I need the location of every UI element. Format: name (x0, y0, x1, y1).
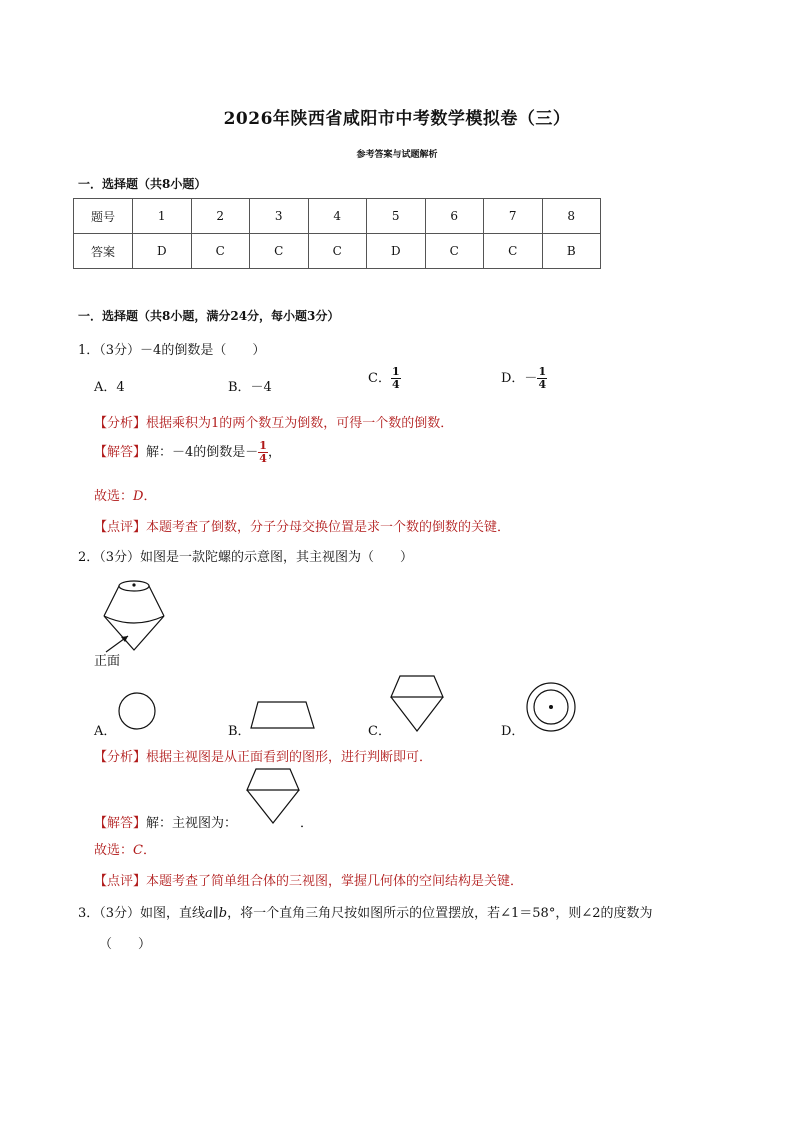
table-cell: 8 (542, 199, 601, 234)
table-cell: B (542, 234, 601, 269)
q2-solution-end: ． (300, 816, 314, 831)
table-cell: C (308, 234, 367, 269)
q1-option-c-prefix: C． (368, 371, 391, 386)
table-row (74, 199, 601, 234)
solution-text: 解：－4的倒数是－ (146, 445, 259, 460)
fraction (537, 366, 547, 391)
solution-tag: 【解答】 (94, 445, 147, 460)
table-cell: 7 (484, 199, 543, 234)
fraction-numerator: 1 (391, 365, 400, 378)
q2-comment (94, 870, 523, 889)
choice-label: 故选： (94, 843, 134, 858)
q2-option-a: A． (94, 724, 117, 739)
table-cell: D (367, 234, 426, 269)
table-cell: 4 (308, 199, 367, 234)
comment-text: 本题考查了倒数，分子分母交换位置是求一个数的倒数的关键． (146, 520, 511, 535)
q2-solution (94, 812, 237, 831)
trapezoid-view-icon (250, 700, 320, 732)
q3-stem (78, 902, 653, 921)
q2-option-c: C． (368, 724, 391, 739)
fraction-denominator: 4 (538, 378, 547, 391)
table-cell: 1 (133, 199, 192, 234)
q1-stem: 1．（3分）－4的倒数是（ ） (78, 343, 266, 358)
q1-option-b: B．－4 (228, 380, 272, 395)
analysis-tag: 【分析】 (94, 750, 147, 765)
solution-tag: 【解答】 (94, 816, 147, 831)
choice-letter: C (133, 843, 143, 858)
page-subtitle: 参考答案与试题解析 (356, 150, 438, 160)
analysis-text: 根据主视图是从正面看到的图形，进行判断即可． (146, 750, 433, 765)
comment-tag: 【点评】 (94, 520, 147, 535)
page-title: 2026年陕西省咸阳市中考数学模拟卷（三） (223, 109, 571, 129)
comment-tag: 【点评】 (94, 874, 147, 889)
table-cell: C (250, 234, 309, 269)
solution-end: ， (267, 445, 281, 460)
concentric-circles-view-icon (526, 682, 578, 734)
answer-table (73, 198, 601, 269)
q1-solution (94, 440, 281, 465)
analysis-tag: 【分析】 (94, 416, 147, 431)
fraction-denominator: 4 (259, 452, 267, 465)
table-cell: D (133, 234, 192, 269)
circle-view-icon (118, 692, 158, 732)
table-cell: C (191, 234, 250, 269)
front-label: 正面 (94, 654, 121, 669)
front-view-answer-figure (246, 768, 302, 826)
choice-end: ． (142, 843, 156, 858)
q2-option-d: D． (501, 724, 525, 739)
table-cell: 3 (250, 199, 309, 234)
table-cell: C (425, 234, 484, 269)
table-row (74, 234, 601, 269)
table-cell: 2 (191, 199, 250, 234)
fraction (258, 440, 268, 465)
hexagon-triangle-view-icon (390, 675, 446, 735)
q2-option-b: B． (228, 724, 251, 739)
q1-comment (94, 516, 510, 535)
q1-option-d (501, 366, 547, 391)
q1-option-a: A．4 (94, 380, 125, 395)
section-heading-questions: 一．选择题（共8小题，满分24分，每小题3分） (78, 309, 340, 323)
q2-choice (94, 839, 156, 858)
spinning-top-figure (98, 578, 168, 656)
q2-stem: 2．（3分）如图是一款陀螺的示意图，其主视图为（ ） (78, 550, 414, 565)
fraction-denominator: 4 (391, 378, 400, 391)
table-cell: 5 (367, 199, 426, 234)
q3-stem-bracket: （ ） (99, 937, 152, 952)
table-cell: 6 (425, 199, 484, 234)
fraction-numerator: 1 (538, 365, 547, 378)
choice-end: ． (143, 489, 157, 504)
analysis-text: 根据乘积为1的两个数互为倒数，可得一个数的倒数． (146, 416, 454, 431)
table-header-cell: 题号 (74, 199, 133, 234)
q3-stem-part2: ，将一个直角三角尺按如图所示的位置摆放，若∠1＝58°，则∠2的度数为 (227, 906, 653, 921)
q1-analysis (94, 412, 453, 431)
fraction (391, 366, 401, 391)
table-header-cell: 答案 (74, 234, 133, 269)
solution-text: 解：主视图为： (146, 816, 238, 831)
comment-text: 本题考查了简单组合体的三视图，掌握几何体的空间结构是关键． (146, 874, 524, 889)
q1-option-c (368, 366, 401, 391)
section-heading-answers: 一．选择题（共8小题） (78, 177, 207, 191)
q3-stem-part1: 3．（3分）如图，直线 (78, 906, 206, 921)
choice-letter: D (133, 489, 144, 504)
q1-option-d-prefix: D．－ (501, 371, 538, 386)
table-cell: C (484, 234, 543, 269)
q2-analysis (94, 746, 432, 765)
q1-choice (94, 485, 156, 504)
fraction-numerator: 1 (259, 439, 267, 452)
q3-stem-variable: a∥b (205, 906, 228, 921)
choice-label: 故选： (94, 489, 134, 504)
